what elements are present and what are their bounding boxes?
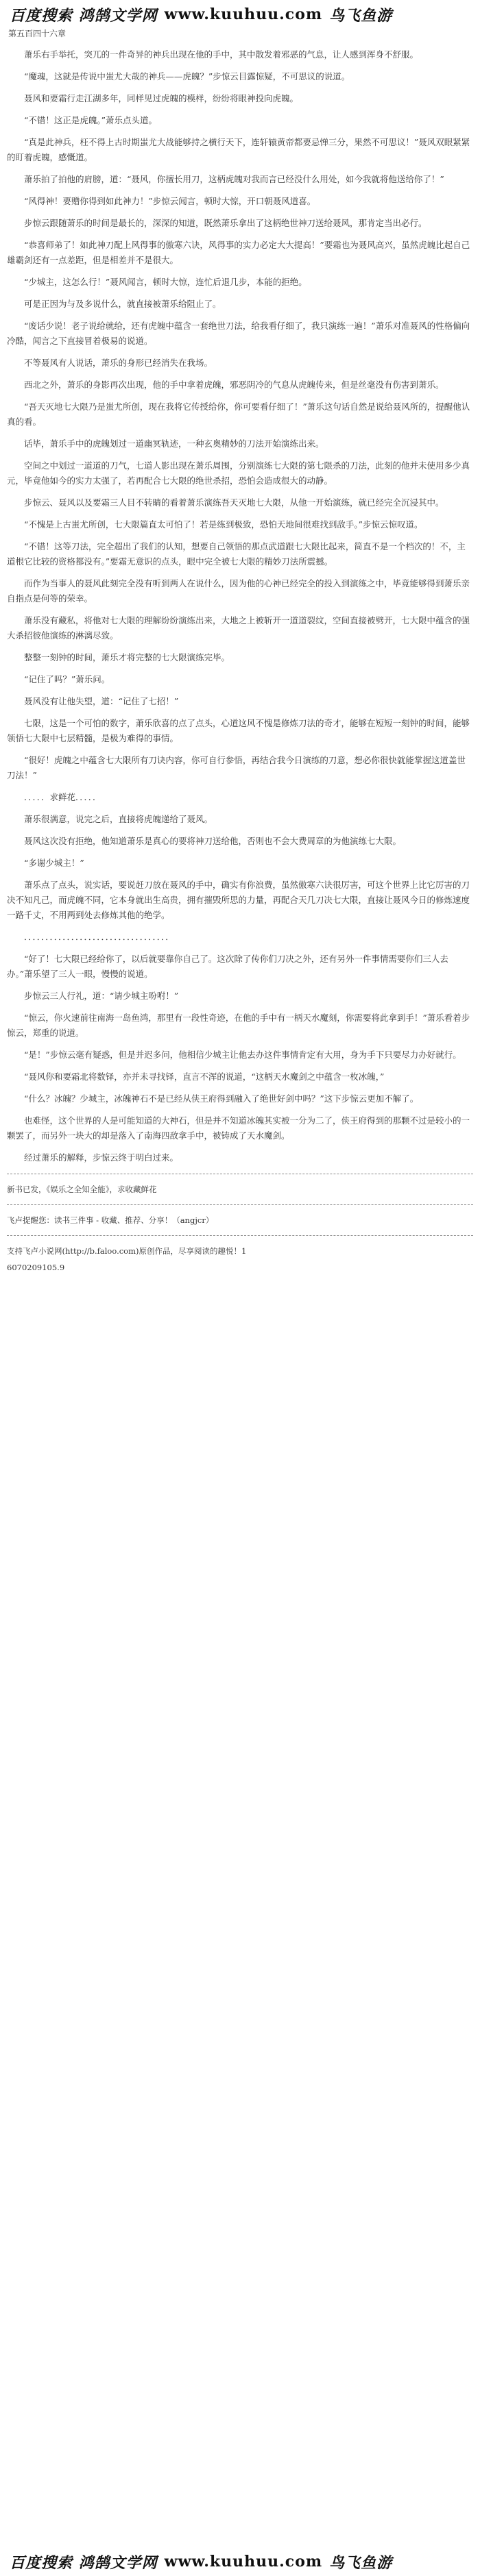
paragraph: 步惊云三人行礼，道：“请少城主吩咐！”: [24, 991, 179, 1001]
paragraph: 聂风没有让他失望，道：“记住了七招！”: [24, 696, 179, 706]
paragraph: “不错！这正是虎魄。”萧乐点头道。: [24, 115, 158, 125]
banner-url-bottom: www.kuuhuu.com: [164, 2553, 323, 2571]
divider-2: [7, 1204, 473, 1205]
paragraph: 七限，这是一个可怕的数字，萧乐欣喜的点了点头，心道这风不愧是修炼刀法的奇才，能够在短短一刻钟的时间，能够领悟七大限中七层精髓，是极为难得的事情。: [7, 718, 470, 743]
paragraph: 聂风这次没有拒绝，他知道萧乐是真心的要将神刀送给他，否则也不会大费周章的为他演练七大限。: [24, 836, 402, 846]
paragraph: “风得神！要赠你得到如此神力！”步惊云闻言，顿时大惊，开口朝聂风道喜。: [24, 196, 316, 206]
paragraph: 萧乐拍了拍他的肩膀，道：“聂风，你擅长用刀，这柄虎魄对我而言已经没什么用处，如今我就将他送给你了！”: [24, 174, 444, 184]
paragraph: “多谢少城主！”: [24, 858, 84, 868]
paragraph: 步惊云、聂风以及要霜三人目不转睛的看着萧乐演练吾天灭地七大限，从他一开始演练，就已经完全沉浸其中。: [24, 497, 444, 508]
paragraph: “不错！这等刀法，完全超出了我们的认知，想要自己领悟的那点武道跟七大限比起来，简直不是一个档次的！不，主道根它比较的资格都没有。”要霜无意识的点头，眼中完全被七大限的精妙刀法所震撼。: [7, 541, 466, 567]
footer-new-book: 新书已发，《娱乐之全知全能》，求收藏鲜花: [7, 1185, 157, 1194]
paragraph: 步惊云跟随萧乐的时间是最长的，深深的知道，既然萧乐拿出了这柄绝世神刀送给聂风，那肯定当出必行。: [24, 218, 427, 228]
article-content: [7, 27, 473, 1277]
paragraph: “记住了吗？”萧乐问。: [24, 674, 110, 684]
paragraph: 西北之外，萧乐的身影再次出现，他的手中拿着虎魄，邪恶阴冷的气息从虎魄传来，但是丝毫没有伤害到萧乐。: [24, 380, 444, 390]
paragraph: “吾天灭地七大限乃是蚩尤所创，现在我将它传授给你，你可要看仔细了！”萧乐这句话自然是说给聂风所的，提醒他认真的看。: [7, 401, 470, 427]
paragraph: “好了！七大限已经给你了，以后就要靠你自己了。这次除了传你们刀决之外，还有另外一件事情需要你们三人去办。”萧乐望了三人一眼，慢慢的说道。: [7, 954, 448, 979]
paragraph: ．．．．．求鲜花．．．．．: [24, 792, 101, 802]
paragraph: “恭喜师弟了！如此神刀配上风得事的傲寒六诀，风得事的实力必定大大提高！”要霜也为聂风高兴，虽然虎魄比起自己雄霸剑还有一点差距，但是相差并不是很大。: [7, 240, 470, 265]
bottom-watermark-banner: [0, 2551, 480, 2572]
chapter-title: 第五百四十六章: [8, 29, 67, 38]
paragraph: 萧乐点了点头，说实话，要说赶刀放在聂风的手中，确实有你浪费，虽然傲寒六诀很厉害，可这个世界上比它厉害的刀决不知凡己，而虎魄不同，它本身就出生高贵，拥有摧毁所思的力量，再配合天几刀决七大限，直接让聂风今日的修炼速度一路千丈，不用两到处去修炼其他的绝学。: [7, 880, 470, 920]
paragraph: 聂风和要霜行走江湖多年，同样见过虎魄的模样，纷纷将眼神投向虎魄。: [24, 93, 299, 103]
paragraph: 话毕，萧乐手中的虎魄划过一道幽冥轨迹，一种玄奥精妙的刀法开始演练出来。: [24, 438, 324, 449]
paragraph: “什么？冰魄？少城主，冰魄神石不是已经从侠王府得到融入了绝世好剑中吗？”这下步惊云更加不解了。: [24, 1093, 419, 1104]
paragraph: “废话少说！老子说给就给，还有虎魄中蕴含一套绝世刀法，给我看仔细了，我只演练一遍！”萧乐对准聂风的性格偏向冷酷，闻言之下直接冒着极易的说道。: [7, 321, 470, 346]
paragraph: “少城主，这怎么行！”聂风闻言，顿时大惊，连忙后退几步，本能的拒绝。: [24, 277, 307, 287]
footer-support-link[interactable]: 支持飞卢小说网(http://b.faloo.com)原创作品，尽享阅读的趣悦！1: [7, 1246, 247, 1256]
paragraph: “是！”步惊云毫有疑惑，但是并迟多问，他相信少城主让他去办这件事情肯定有大用，身为手下只要尽力办好就行。: [24, 1050, 461, 1060]
banner-url: www.kuuhuu.com: [164, 5, 323, 23]
paragraph: 也难怪，这个世界的人是可能知道的大神石，但是并不知道冰魄其实被一分为二了，侠王府得到的那颗不过是较小的一颗罢了，而另外一块大的却是落入了南海四敌拿手中，被铸成了天水魔剑。: [7, 1115, 470, 1141]
paragraph: 萧乐右手举托，突兀的一件奇异的神兵出现在他的手中，其中散发着邪恶的气息，让人感到浑身不舒服。: [24, 49, 419, 60]
paragraph: ．．．．．．．．．．．．．．．．．．．．．．．．．．．．．．．．．．: [24, 932, 174, 942]
paragraph: “不愧是上古蚩尤所创，七大限篇直太可怕了！若是练到极致，恐怕天地间很难找到敌手。”步惊云惊叹道。: [24, 519, 423, 530]
paragraph: “真是此神兵，枉不得上古时期蚩尤大战能够持之横行天下，连轩辕黄帝都要忌惮三分，果然不可思议！”聂风双眼紧紧的盯着虎魄，感慨道。: [7, 137, 470, 162]
paragraph: 整整一刻钟的时间，萧乐才将完整的七大限演练完毕。: [24, 652, 230, 662]
footer-id: 6070209105.9: [7, 1263, 65, 1272]
banner-left-text: 百度搜索 鸿鹄文学网: [10, 6, 158, 25]
paragraph: 萧乐没有藏私，将他对七大限的理解纷纷演练出来，大地之上被斩开一道道裂纹，空间直接被劈开，七大限中蕴含的强大杀招彼他演练的淋漓尽致。: [7, 615, 470, 641]
footer-reminder: 飞卢提醒您：读书三件事 - 收藏、推荐、分享！（angjcr）: [7, 1215, 214, 1225]
banner-right-text-bottom: 鸟飞鱼游: [329, 2553, 393, 2572]
paragraph: “魔魂，这就是传说中蚩尤大哉的神兵——虎魄？”步惊云目露惊疑，不可思议的说道。: [24, 71, 350, 82]
paragraph: 萧乐很满意，说完之后，直接将虎魄递给了聂风。: [24, 814, 213, 824]
paragraph: 不等聂风有人说话，萧乐的身形已经消失在我场。: [24, 358, 213, 368]
paragraph: 空间之中划过一道道的刀气，七道人影出现在萧乐周围，分别演练七大限的第七限杀的刀法，此刻的他并未使用多少真元，毕竟他如今的实力太强了，若再配合七大限的绝世杀招，恐怕会造成很大的动静。: [7, 460, 470, 486]
paragraph-list: [7, 47, 473, 1165]
paragraph: “聂风你和要霜北将数铎，亦并未寻找铎，直言不浑的说道，“这柄天水魔剑之中蕴含一枚冰魄，”: [24, 1072, 385, 1082]
banner-right-text: 鸟飞鱼游: [329, 6, 393, 25]
paragraph: 而作为当事人的聂风此刻完全没有听到两人在说什么，因为他的心神已经完全的投入到演练之中，毕竟能够得到萧乐亲自指点是何等的荣幸。: [7, 578, 470, 604]
banner-left-text-bottom: 百度搜索 鸿鹄文学网: [10, 2553, 158, 2572]
paragraph: “惊云，你火速前往南海一岛鱼鸿，那里有一段性奇迹，在他的手中有一柄天水魔刻，你需要将此拿到手！”萧乐看着步惊云，郑重的说道。: [7, 1013, 470, 1038]
top-watermark-banner: [0, 4, 480, 25]
paragraph: 可是正因为与及多说什么，就直接被萧乐给阻止了。: [24, 299, 221, 309]
divider-3: [7, 1235, 473, 1236]
paragraph: 经过萧乐的解释，步惊云终于明白过来。: [24, 1152, 179, 1163]
paragraph: “很好！虎魄之中蕴含七大限所有刀诀内容，你可自行参悟，再结合我今日演练的刀意，想必你很快就能掌握这道盖世刀法！”: [7, 755, 466, 780]
